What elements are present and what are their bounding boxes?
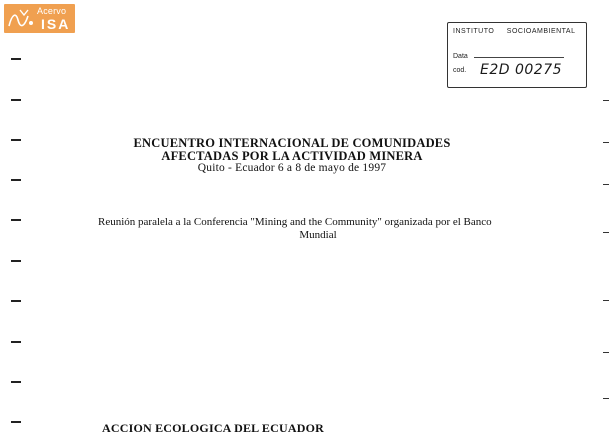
- margin-mark: [603, 398, 609, 399]
- meeting-note-line1: Reunión paralela a la Conferencia "Mining and the Community" organizada por el Banco: [98, 216, 492, 228]
- document-title-line1: ENCUENTRO INTERNACIONAL DE COMUNIDADES: [133, 136, 451, 150]
- margin-mark: [603, 142, 609, 143]
- margin-mark: [603, 100, 609, 101]
- stamp-data-label: Data: [453, 53, 468, 60]
- margin-mark: [11, 300, 21, 302]
- margin-mark: [11, 99, 21, 101]
- stamp-header: [453, 28, 576, 35]
- logo-text-isa: ISA: [41, 16, 71, 32]
- document-title-line2: AFECTADAS POR LA ACTIVIDAD MINERA: [161, 149, 423, 163]
- margin-mark: [11, 219, 21, 221]
- margin-mark: [11, 421, 21, 423]
- margin-mark: [11, 179, 21, 181]
- margin-mark: [11, 341, 21, 343]
- logo-text-acervo: Acervo: [37, 6, 67, 16]
- institute-stamp: [447, 22, 587, 88]
- logo-figure-icon: [6, 6, 36, 31]
- margin-mark: [11, 381, 21, 383]
- document-subtitle: Quito - Ecuador 6 a 8 de mayo de 1997: [197, 162, 387, 174]
- stamp-header-left: INSTITUTO: [453, 28, 495, 35]
- margin-mark: [603, 352, 609, 353]
- margin-mark: [603, 184, 609, 185]
- meeting-note: [98, 216, 538, 242]
- margin-mark: [11, 58, 21, 60]
- acervo-isa-logo: [4, 4, 75, 33]
- meeting-note-line2: Mundial: [299, 229, 337, 241]
- margin-mark: [603, 300, 609, 301]
- stamp-data-line: [474, 51, 564, 58]
- margin-mark: [603, 232, 609, 233]
- stamp-handwritten-code: E2D 00275: [480, 62, 563, 78]
- stamp-cod-label: cod.: [453, 67, 467, 74]
- organization-name: ACCION ECOLOGICA DEL ECUADOR: [102, 421, 324, 435]
- stamp-data-field: [453, 51, 564, 60]
- margin-mark: [11, 260, 21, 262]
- stamp-header-right: SOCIOAMBIENTAL: [506, 28, 576, 35]
- stamp-cod-field: [453, 67, 466, 74]
